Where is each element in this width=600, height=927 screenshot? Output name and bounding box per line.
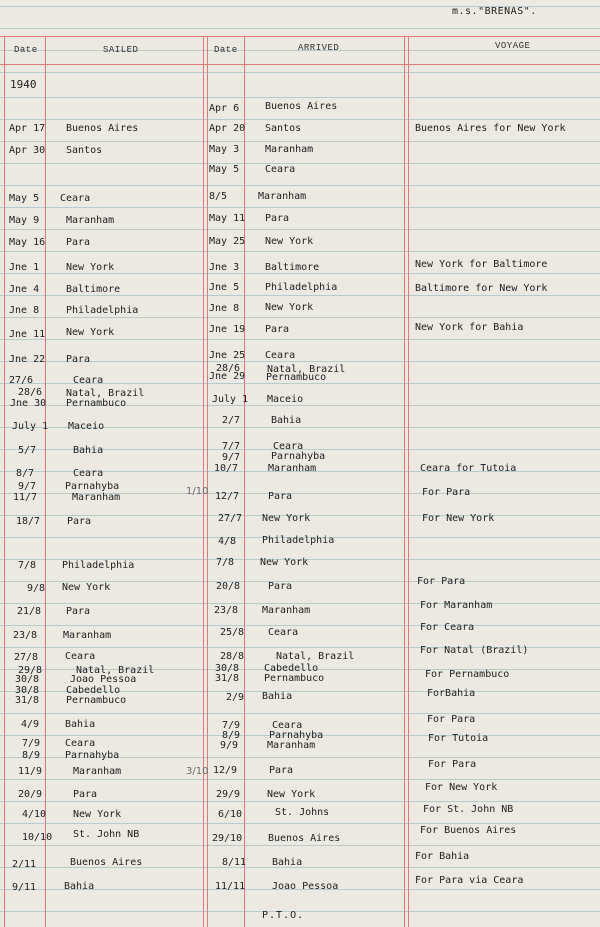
arrived-date: 25/8 [220,627,245,638]
sailed-place: New York [66,262,115,273]
arrived-place: Parnahyba [269,730,324,741]
arrived-date: 2/7 [222,415,241,426]
arrived-place: New York [265,302,314,313]
sailed-date: 7/9 [22,738,41,749]
arrived-date: 31/8 [215,673,240,684]
sailed-date: Jne 8 [9,305,40,316]
sailed-date: 21/8 [17,606,42,617]
sailed-place: New York [73,809,122,820]
sailed-place: New York [66,327,115,338]
sailed-date: 9/11 [12,882,37,893]
sailed-date: 18/7 [16,516,41,527]
arrived-place: New York [262,513,311,524]
sailed-place: Pernambuco [66,695,127,706]
sailed-place: Natal, Brazil [66,388,145,399]
sailed-place: Maranham [66,215,115,226]
arrived-date: 7/9 [222,720,241,731]
arrived-place: Buenos Aires [265,101,338,112]
arrived-place: Ceara [265,350,296,361]
sailed-date: Jne 4 [9,284,40,295]
arrived-place: Baltimore [265,262,320,273]
arrived-place: Maranham [258,191,307,202]
sailed-place: Philadelphia [62,560,135,571]
sailed-date: 20/9 [18,789,43,800]
arrived-place: Maceio [267,394,304,405]
sailed-date: 30/8 [15,685,40,696]
sailed-date: 8/7 [16,468,35,479]
arrived-place: Joao Pessoa [272,881,339,892]
sailed-place: Philadelphia [66,305,139,316]
arrived-place: Maranham [262,605,311,616]
sailed-place: Santos [66,145,103,156]
col-arrived: ARRIVED [298,43,340,53]
col-voyage: VOYAGE [495,41,531,51]
arrived-date: 10/7 [214,463,239,474]
arrived-date: 23/8 [214,605,239,616]
arrived-place: Para [265,213,290,224]
sailed-place: Cabedello [66,685,121,696]
sailed-place: Ceara [65,738,96,749]
sailed-place: New York [62,582,111,593]
col-date-arrived: Date [214,45,238,55]
voyage-entry: New York for Bahia [415,322,524,333]
arrived-place: Para [268,581,293,592]
sailed-place: St. John NB [73,829,140,840]
sailed-date: 23/8 [13,630,38,641]
arrived-place: New York [260,557,309,568]
sailed-date: Apr 17 [9,123,46,134]
voyage-entry: For Para [427,714,476,725]
sailed-place: Para [73,789,98,800]
sailed-place: Bahia [65,719,96,730]
col-sailed: SAILED [103,45,139,55]
arrived-date: 9/9 [220,740,239,751]
voyage-entry: For Buenos Aires [420,825,517,836]
sailed-place: Para [66,606,91,617]
sailed-place: Pernambuco [66,398,127,409]
voyage-entry: For Ceara [420,622,475,633]
arrived-date: 7/7 [222,441,241,452]
arrived-date: 12/9 [213,765,238,776]
rule-voyage [408,36,409,927]
sailed-date: 2/11 [12,859,37,870]
arrived-date: 7/8 [216,557,235,568]
sailed-date: 7/8 [18,560,37,571]
margin-note: 3/10 [186,766,209,777]
arrived-place: Bahia [262,691,293,702]
arrived-place: Maranham [268,463,317,474]
sailed-place: Bahia [64,881,95,892]
sailed-place: Para [67,516,92,527]
arrived-place: Cabedello [264,663,319,674]
sailed-date: 11/7 [13,492,38,503]
arrived-date: Jne 3 [209,262,240,273]
arrived-date: 12/7 [215,491,240,502]
arrived-place: Para [268,491,293,502]
sailed-date: 9/8 [27,583,46,594]
arrived-date: Jne 29 [209,371,246,382]
arrived-date: Jne 25 [209,350,246,361]
voyage-entry: For Para [428,759,477,770]
sailed-date: May 5 [9,193,40,204]
voyage-entry: For Tutoia [428,733,489,744]
arrived-place: Santos [265,123,302,134]
arrived-place: Maranham [267,740,316,751]
arrived-date: 8/11 [222,857,247,868]
arrived-date: 11/11 [215,881,246,892]
arrived-date: Apr 6 [209,103,240,114]
col-date-sailed: Date [14,45,38,55]
sailed-date: Jne 11 [9,329,46,340]
arrived-place: Bahia [271,415,302,426]
arrived-place: Pernambuco [266,372,327,383]
arrived-date: 6/10 [218,809,243,820]
sailed-place: Parnahyba [65,750,120,761]
rule-date2 [207,36,208,927]
arrived-place: Philadelphia [265,282,338,293]
sailed-date: 27/8 [14,652,39,663]
sailed-date: Apr 30 [9,145,46,156]
voyage-entry: For Pernambuco [425,669,510,680]
header-bottom-rule [0,64,600,65]
voyage-entry: Baltimore for New York [415,283,548,294]
rule-date2b [244,36,245,927]
arrived-date: July 1 [212,394,249,405]
arrived-date: 27/7 [218,513,243,524]
voyage-entry: For Para via Ceara [415,875,524,886]
header-top-rule [0,36,600,37]
arrived-date: 28/6 [216,363,241,374]
arrived-date: May 5 [209,164,240,175]
sailed-date: Jne 30 [10,398,47,409]
sailed-date: 4/9 [21,719,40,730]
arrived-date: 28/8 [220,651,245,662]
voyage-entry: For Para [422,487,471,498]
margin-note: 1/10 [186,486,209,497]
sailed-date: 31/8 [15,695,40,706]
sailed-place: Ceara [65,651,96,662]
arrived-date: Apr 20 [209,123,246,134]
voyage-entry: For New York [422,513,495,524]
arrived-place: Maranham [265,144,314,155]
arrived-place: Ceara [268,627,299,638]
sailed-date: 8/9 [22,750,41,761]
sailed-place: Maranham [73,766,122,777]
arrived-place: New York [265,236,314,247]
sailed-place: Ceara [73,375,104,386]
sailed-place: Joao Pessoa [70,674,137,685]
rule-arrived [404,36,405,927]
voyage-entry: ForBahia [427,688,476,699]
voyage-entry: For Bahia [415,851,470,862]
sailed-date: May 16 [9,237,46,248]
arrived-date: May 3 [209,144,240,155]
arrived-date: May 11 [209,213,246,224]
voyage-entry: For St. John NB [423,804,514,815]
arrived-date: May 25 [209,236,246,247]
arrived-place: New York [267,789,316,800]
sailed-date: 29/8 [18,665,43,676]
arrived-place: Ceara [273,441,304,452]
arrived-place: Natal, Brazil [276,651,355,662]
arrived-place: Parnahyba [271,451,326,462]
sailed-place: Parnahyba [65,481,120,492]
arrived-date: 8/9 [222,730,241,741]
arrived-date: 29/10 [212,833,243,844]
sailed-place: Buenos Aires [70,857,143,868]
voyage-entry: For Natal (Brazil) [420,645,529,656]
arrived-date: Jne 19 [209,324,246,335]
arrived-date: Jne 5 [209,282,240,293]
rule-date1 [45,36,46,927]
sailed-date: May 9 [9,215,40,226]
arrived-place: St. Johns [275,807,330,818]
sailed-date: Jne 22 [9,354,46,365]
voyage-entry: For Maranham [420,600,493,611]
voyage-entry: Ceara for Tutoia [420,463,517,474]
arrived-place: Pernambuco [264,673,325,684]
year: 1940 [10,78,37,91]
sailed-place: Ceara [73,468,104,479]
sailed-place: Maranham [72,492,121,503]
arrived-date: 30/8 [215,663,240,674]
arrived-date: 9/7 [222,452,241,463]
arrived-date: 29/9 [216,789,241,800]
sailed-place: Maceio [68,421,105,432]
sailed-place: Baltimore [66,284,121,295]
arrived-place: Natal, Brazil [267,364,346,375]
footer-pto: P.T.O. [262,910,305,921]
voyage-entry: New York for Baltimore [415,259,548,270]
arrived-place: Para [265,324,290,335]
voyage-entry: Buenos Aires for New York [415,123,566,134]
sailed-place: Maranham [63,630,112,641]
ship-name: m.s."BRENAS". [452,6,537,17]
voyage-entry: For New York [425,782,498,793]
sailed-place: Buenos Aires [66,123,139,134]
arrived-place: Para [269,765,294,776]
arrived-date: Jne 8 [209,303,240,314]
sailed-place: Para [66,354,91,365]
arrived-date: 4/8 [218,536,237,547]
arrived-place: Buenos Aires [268,833,341,844]
arrived-place: Ceara [272,720,303,731]
sailed-date: 30/8 [15,674,40,685]
arrived-date: 20/8 [216,581,241,592]
rule-sailed [203,36,204,927]
sailed-place: Natal, Brazil [76,665,155,676]
arrived-place: Philadelphia [262,535,335,546]
arrived-place: Bahia [272,857,303,868]
sailed-date: 11/9 [18,766,43,777]
sailed-place: Ceara [60,193,91,204]
sailed-date: 4/10 [22,809,47,820]
sailed-place: Para [66,237,91,248]
sailed-date: 5/7 [18,445,37,456]
sailed-date: 28/6 [18,387,43,398]
sailed-date: 27/6 [9,375,34,386]
sailed-date: 9/7 [18,481,37,492]
rule-left [4,36,5,927]
voyage-entry: For Para [417,576,466,587]
sailed-date: July 1 [12,421,49,432]
sailed-date: Jne 1 [9,262,40,273]
sailed-date: 10/10 [22,832,53,843]
arrived-place: Ceara [265,164,296,175]
arrived-date: 2/9 [226,692,245,703]
arrived-date: 8/5 [209,191,228,202]
sailed-place: Bahia [73,445,104,456]
